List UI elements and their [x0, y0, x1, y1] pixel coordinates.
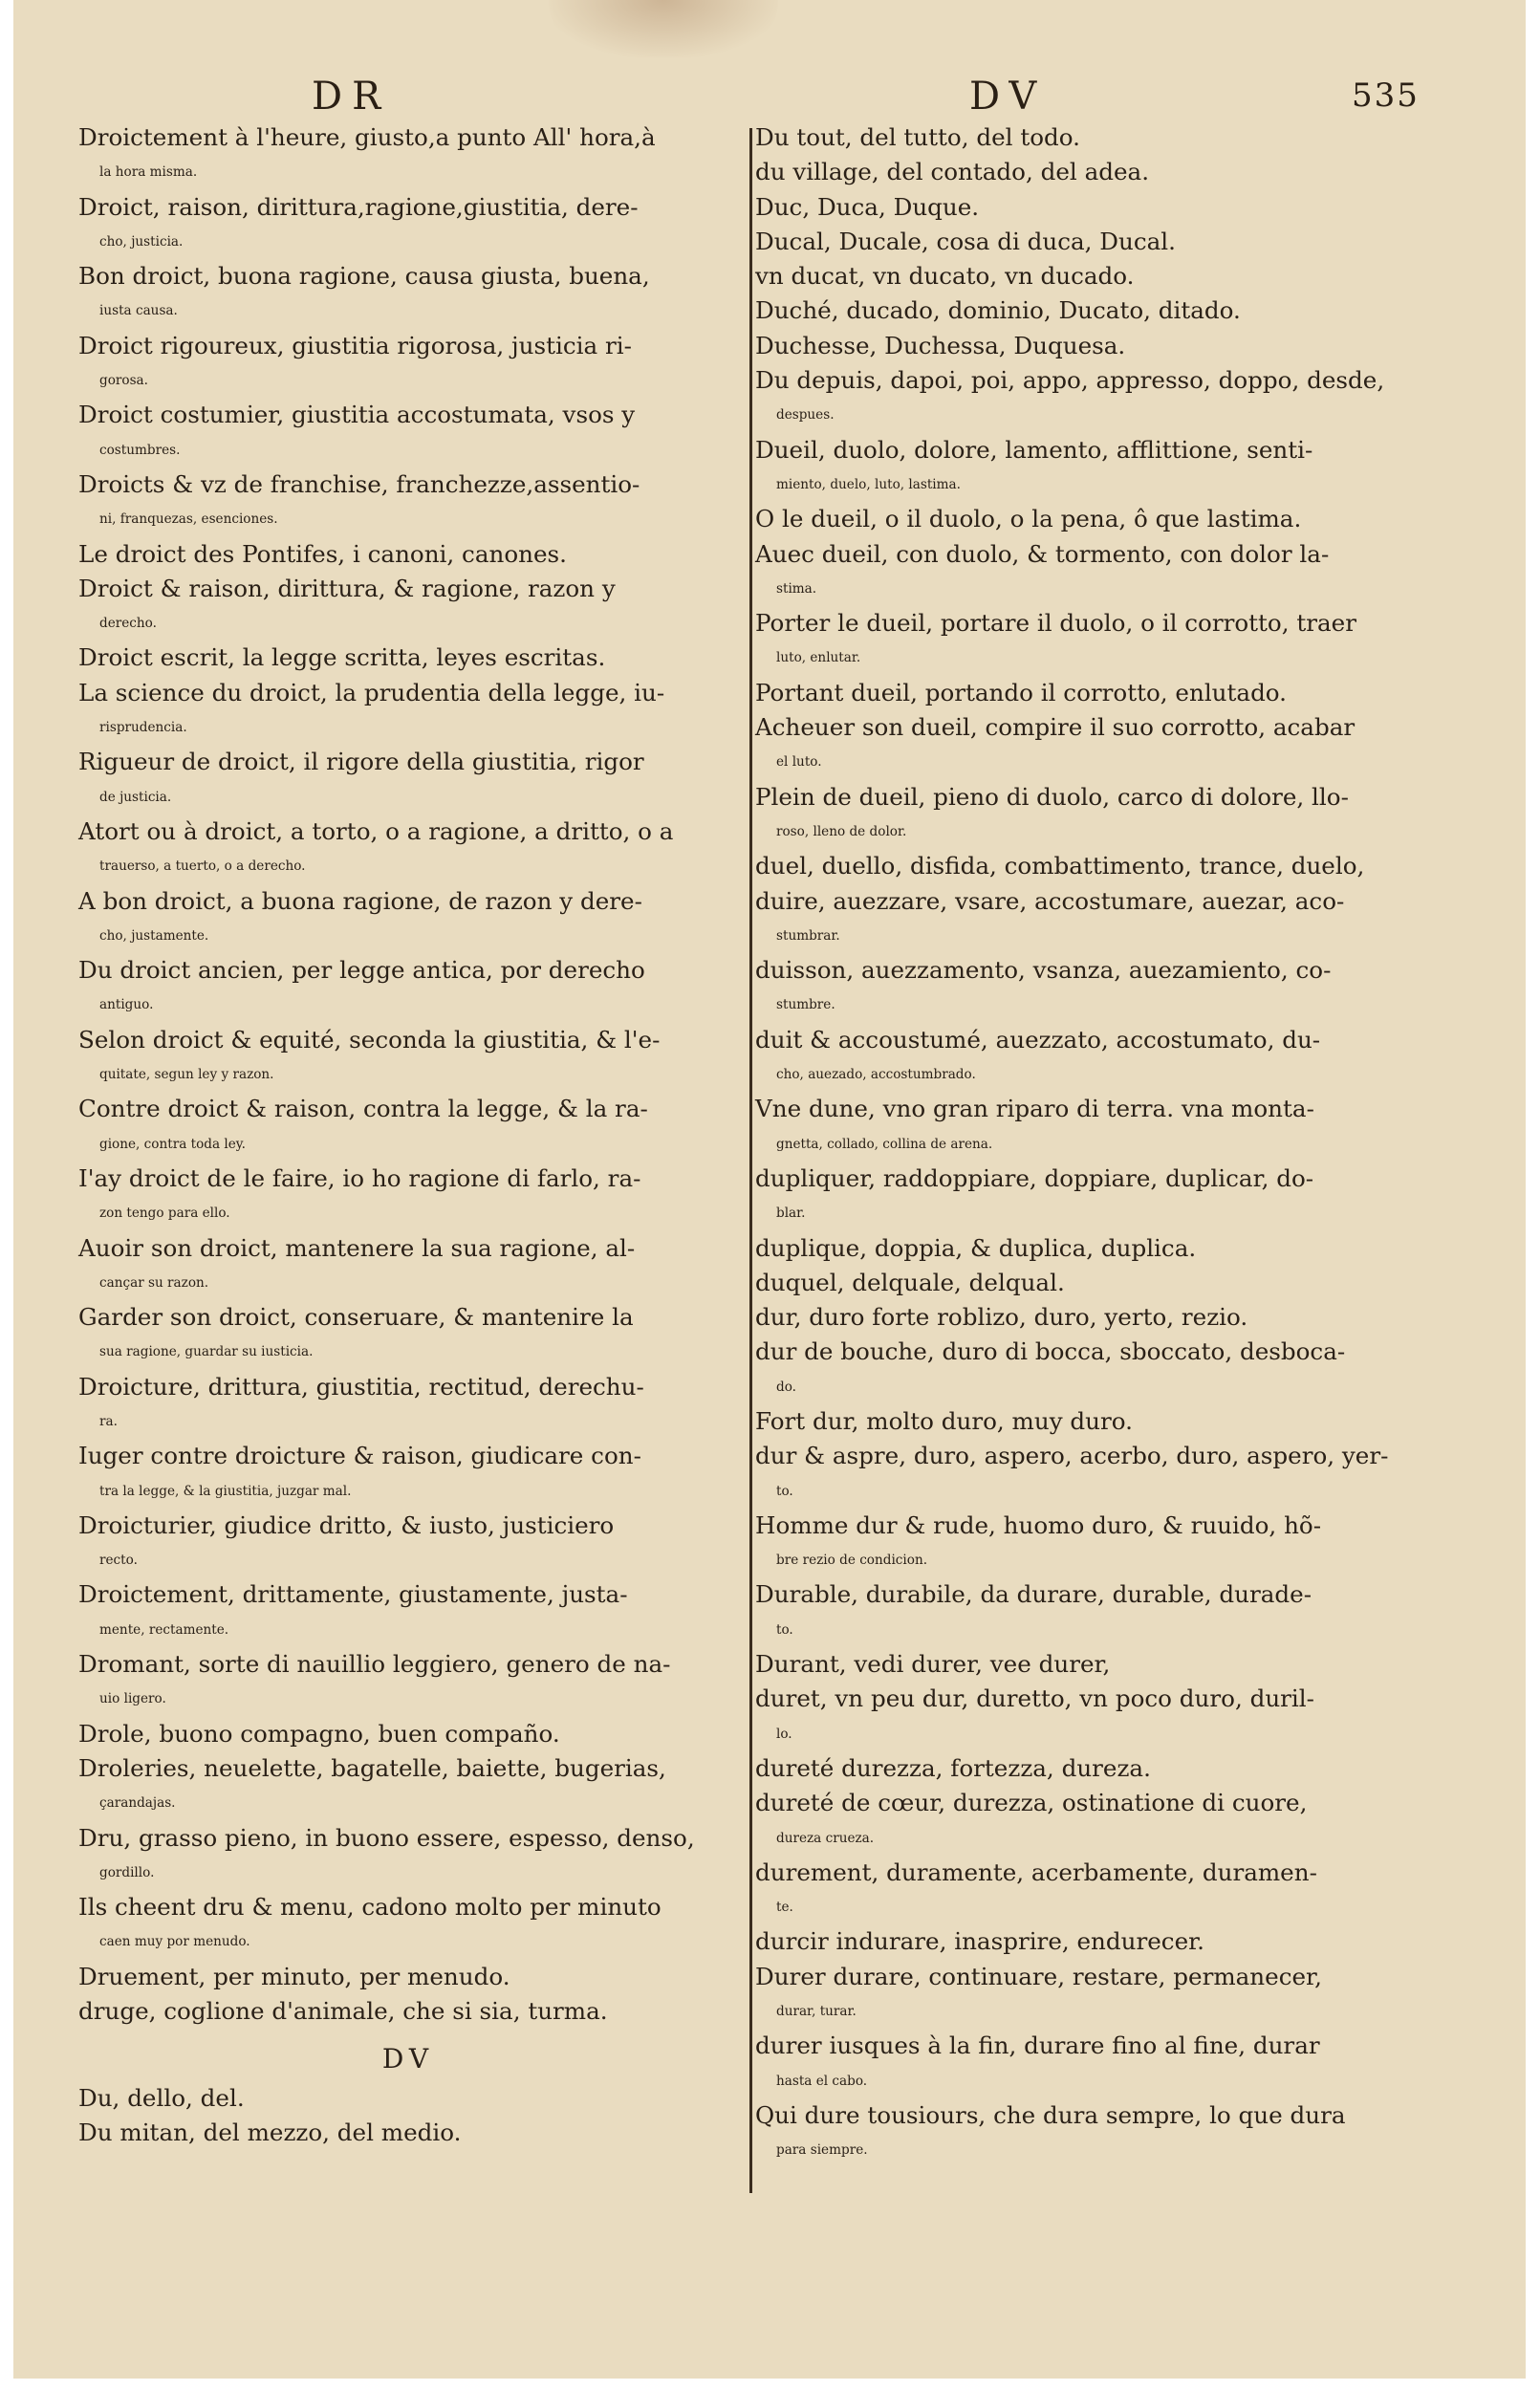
dictionary-line: stima.: [776, 580, 817, 597]
dictionary-line: Droicturier, giudice dritto, & iusto, justiciero: [78, 1510, 615, 1539]
dictionary-line: costumbres.: [99, 442, 181, 458]
dictionary-line: do.: [776, 1379, 796, 1395]
dictionary-line: dureté de cœur, durezza, ostinatione di cuore,: [755, 1789, 1308, 1817]
dictionary-line: Garder son droict, conseruare, & mantenire la: [78, 1303, 634, 1332]
dictionary-line: Dromant, sorte di nauillio leggiero, genero de na-: [78, 1650, 671, 1679]
dictionary-line: Iuger contre droicture & raison, giudicare con-: [78, 1442, 641, 1470]
dictionary-line: tra la legge, & la giustitia, juzgar mal.: [99, 1483, 352, 1499]
dictionary-line: ra.: [99, 1413, 118, 1429]
dictionary-line: uio ligero.: [99, 1691, 166, 1707]
dictionary-line: lo.: [776, 1726, 792, 1742]
dictionary-line: despues.: [776, 407, 835, 424]
dictionary-line: la hora misma.: [99, 164, 198, 181]
dictionary-line: Atort ou à droict, a torto, o a ragione, a dritto, o a: [78, 816, 674, 845]
dictionary-line: A bon droict, a buona ragione, de razon y dere-: [78, 886, 642, 915]
dictionary-line: Homme dur & rude, huomo duro, & ruuido, hõ-: [755, 1510, 1322, 1539]
dictionary-line: stumbre.: [776, 997, 835, 1013]
dictionary-line: ni, franquezas, esenciones.: [99, 511, 278, 528]
book-page: [13, 0, 1526, 2379]
dictionary-line: gorosa.: [99, 373, 148, 389]
dictionary-line: Portant dueil, portando il corrotto, enlutado.: [755, 678, 1288, 706]
dictionary-line: durement, duramente, acerbamente, duramen-: [755, 1858, 1317, 1886]
dictionary-line: sua ragione, guardar su iusticia.: [99, 1344, 314, 1360]
dictionary-line: durar, turar.: [776, 2004, 857, 2020]
paper-stain: [549, 0, 778, 57]
dictionary-line: Selon droict & equité, seconda la giustitia, & l'e-: [78, 1025, 661, 1054]
dictionary-line: para siempre.: [776, 2142, 868, 2159]
dictionary-line: druge, coglione d'animale, che si sia, turma.: [78, 1997, 608, 2026]
dictionary-line: cho, justicia.: [99, 233, 184, 250]
dictionary-line: dur de bouche, duro di bocca, sboccato, desboca-: [755, 1337, 1346, 1366]
dictionary-line: Le droict des Pontifes, i canoni, canones.: [78, 539, 567, 568]
dictionary-line: caen muy por menudo.: [99, 1934, 250, 1950]
dictionary-line: recto.: [99, 1553, 138, 1569]
dictionary-line: Ducal, Ducale, cosa di duca, Ducal.: [755, 227, 1176, 255]
column-divider: [749, 128, 752, 2193]
dictionary-line: roso, lleno de dolor.: [776, 823, 907, 839]
dictionary-line: derecho.: [99, 616, 157, 632]
running-header-right: DV: [969, 75, 1047, 119]
dictionary-line: trauerso, a tuerto, o a derecho.: [99, 858, 306, 875]
dictionary-line: Duc, Duca, Duque.: [755, 192, 980, 221]
dictionary-line: Droict costumier, giustitia accostumata, vsos y: [78, 401, 636, 429]
page-number: 535: [1352, 76, 1420, 115]
dictionary-line: Droict, raison, dirittura,ragione,giustitia, dere-: [78, 192, 639, 221]
dictionary-line: cançar su razon.: [99, 1274, 209, 1291]
dictionary-line: duret, vn peu dur, duretto, vn poco duro, duril-: [755, 1684, 1314, 1713]
dictionary-line: Du mitan, del mezzo, del medio.: [78, 2118, 462, 2146]
dictionary-line: Du droict ancien, per legge antica, por derecho: [78, 956, 645, 985]
dictionary-line: dupliquer, raddoppiare, doppiare, duplicar, do-: [755, 1163, 1314, 1192]
dictionary-line: Bon droict, buona ragione, causa giusta, buena,: [78, 262, 650, 291]
dictionary-line: Droict & raison, dirittura, & ragione, razon y: [78, 574, 616, 602]
dictionary-line: Auoir son droict, mantenere la sua ragione, al-: [78, 1233, 636, 1262]
right-column: [755, 120, 1438, 2168]
dictionary-line: stumbrar.: [776, 927, 840, 944]
dictionary-line: duel, duello, disfida, combattimento, trance, duelo,: [755, 852, 1365, 880]
dictionary-line: bre rezio de condicion.: [776, 1553, 928, 1569]
dictionary-line: Du depuis, dapoi, poi, appo, appresso, doppo, desde,: [755, 366, 1385, 395]
dictionary-line: dur & aspre, duro, aspero, acerbo, duro, aspero, yer-: [755, 1442, 1389, 1470]
dictionary-line: Droleries, neuelette, bagatelle, baiette, bugerias,: [78, 1753, 666, 1782]
left-column: [78, 120, 738, 2150]
section-heading: DV: [381, 2043, 435, 2075]
dictionary-line: La science du droict, la prudentia della legge, iu-: [78, 678, 665, 706]
dictionary-line: Duché, ducado, dominio, Ducato, ditado.: [755, 296, 1241, 325]
dictionary-line: durer iusques à la fin, durare fino al fine, durar: [755, 2032, 1320, 2060]
dictionary-line: quitate, segun ley y razon.: [99, 1067, 274, 1083]
dictionary-line: to.: [776, 1621, 793, 1638]
dictionary-line: Rigueur de droict, il rigore della giustitia, rigor: [78, 748, 644, 776]
dictionary-line: Dueil, duolo, dolore, lamento, afflittione, senti-: [755, 435, 1313, 464]
dictionary-line: hasta el cabo.: [776, 2073, 868, 2089]
dictionary-line: gione, contra toda ley.: [99, 1136, 246, 1152]
dictionary-line: Droictement à l'heure, giusto,a punto All' hora,à: [78, 123, 656, 151]
dictionary-line: dur, duro forte roblizo, duro, yerto, rezio.: [755, 1303, 1248, 1332]
dictionary-line: Druement, per minuto, per menudo.: [78, 1962, 510, 1990]
dictionary-line: mente, rectamente.: [99, 1621, 229, 1638]
dictionary-line: iusta causa.: [99, 303, 178, 319]
dictionary-line: Contre droict & raison, contra la legge, & la ra-: [78, 1095, 648, 1123]
dictionary-line: Du tout, del tutto, del todo.: [755, 123, 1080, 151]
dictionary-line: blar.: [776, 1206, 806, 1222]
dictionary-line: risprudencia.: [99, 720, 187, 736]
dictionary-line: duire, auezzare, vsare, accostumare, auezar, aco-: [755, 886, 1345, 915]
dictionary-line: gordillo.: [99, 1864, 155, 1880]
dictionary-line: Droicture, drittura, giustitia, rectitud, derechu-: [78, 1372, 644, 1401]
dictionary-line: Droict escrit, la legge scritta, leyes escritas.: [78, 643, 606, 672]
dictionary-line: dureza crueza.: [776, 1830, 875, 1846]
dictionary-line: I'ay droict de le faire, io ho ragione di farlo, ra-: [78, 1163, 641, 1192]
dictionary-line: Porter le dueil, portare il duolo, o il corrotto, traer: [755, 609, 1356, 638]
dictionary-line: du village, del contado, del adea.: [755, 158, 1150, 186]
dictionary-line: Durer durare, continuare, restare, permanecer,: [755, 1962, 1322, 1990]
dictionary-line: Duchesse, Duchessa, Duquesa.: [755, 331, 1126, 359]
dictionary-line: Durable, durabile, da durare, durable, durade-: [755, 1580, 1312, 1609]
dictionary-line: miento, duelo, luto, lastima.: [776, 476, 961, 492]
dictionary-line: Plein de dueil, pieno di duolo, carco di dolore, llo-: [755, 782, 1349, 811]
dictionary-line: duplique, doppia, & duplica, duplica.: [755, 1233, 1197, 1262]
dictionary-line: dureté durezza, fortezza, dureza.: [755, 1753, 1151, 1782]
dictionary-line: el luto.: [776, 754, 822, 771]
dictionary-line: Fort dur, molto duro, muy duro.: [755, 1406, 1133, 1435]
dictionary-line: vn ducat, vn ducato, vn ducado.: [755, 262, 1135, 291]
dictionary-line: duit & accoustumé, auezzato, accostumato, du-: [755, 1025, 1321, 1054]
dictionary-line: Ils cheent dru & menu, cadono molto per minuto: [78, 1893, 662, 1922]
dictionary-line: Acheuer son dueil, compire il suo corrotto, acabar: [755, 713, 1356, 742]
dictionary-line: cho, auezado, accostumbrado.: [776, 1067, 976, 1083]
dictionary-line: duisson, auezzamento, vsanza, auezamiento, co-: [755, 956, 1332, 985]
dictionary-line: Durant, vedi durer, vee durer,: [755, 1650, 1111, 1679]
dictionary-line: Auec dueil, con duolo, & tormento, con dolor la-: [755, 539, 1330, 568]
dictionary-line: çarandajas.: [99, 1795, 176, 1812]
dictionary-line: Vne dune, vno gran riparo di terra. vna monta-: [755, 1095, 1314, 1123]
dictionary-line: Du, dello, del.: [78, 2083, 245, 2112]
dictionary-line: O le dueil, o il duolo, o la pena, ô que lastima.: [755, 505, 1302, 533]
dictionary-line: luto, enlutar.: [776, 650, 861, 666]
dictionary-line: duquel, delquale, delqual.: [755, 1268, 1065, 1296]
dictionary-line: Drole, buono compagno, buen compaño.: [78, 1719, 560, 1748]
dictionary-line: Droicts & vz de franchise, franchezze,assentio-: [78, 469, 640, 498]
dictionary-line: zon tengo para ello.: [99, 1206, 230, 1222]
dictionary-line: Droict rigoureux, giustitia rigorosa, justicia ri-: [78, 331, 632, 359]
dictionary-line: Droictement, drittamente, giustamente, justa-: [78, 1580, 628, 1609]
dictionary-line: to.: [776, 1483, 793, 1499]
dictionary-line: durcir indurare, inasprire, endurecer.: [755, 1927, 1204, 1956]
dictionary-line: te.: [776, 1900, 793, 1916]
dictionary-line: Qui dure tousiours, che dura sempre, lo que dura: [755, 2100, 1346, 2129]
dictionary-line: gnetta, collado, collina de arena.: [776, 1136, 993, 1152]
dictionary-line: cho, justamente.: [99, 927, 209, 944]
dictionary-line: antiguo.: [99, 997, 154, 1013]
dictionary-line: de justicia.: [99, 789, 172, 805]
dictionary-line: Dru, grasso pieno, in buono essere, espesso, denso,: [78, 1823, 695, 1852]
running-header-left: DR: [312, 75, 391, 119]
